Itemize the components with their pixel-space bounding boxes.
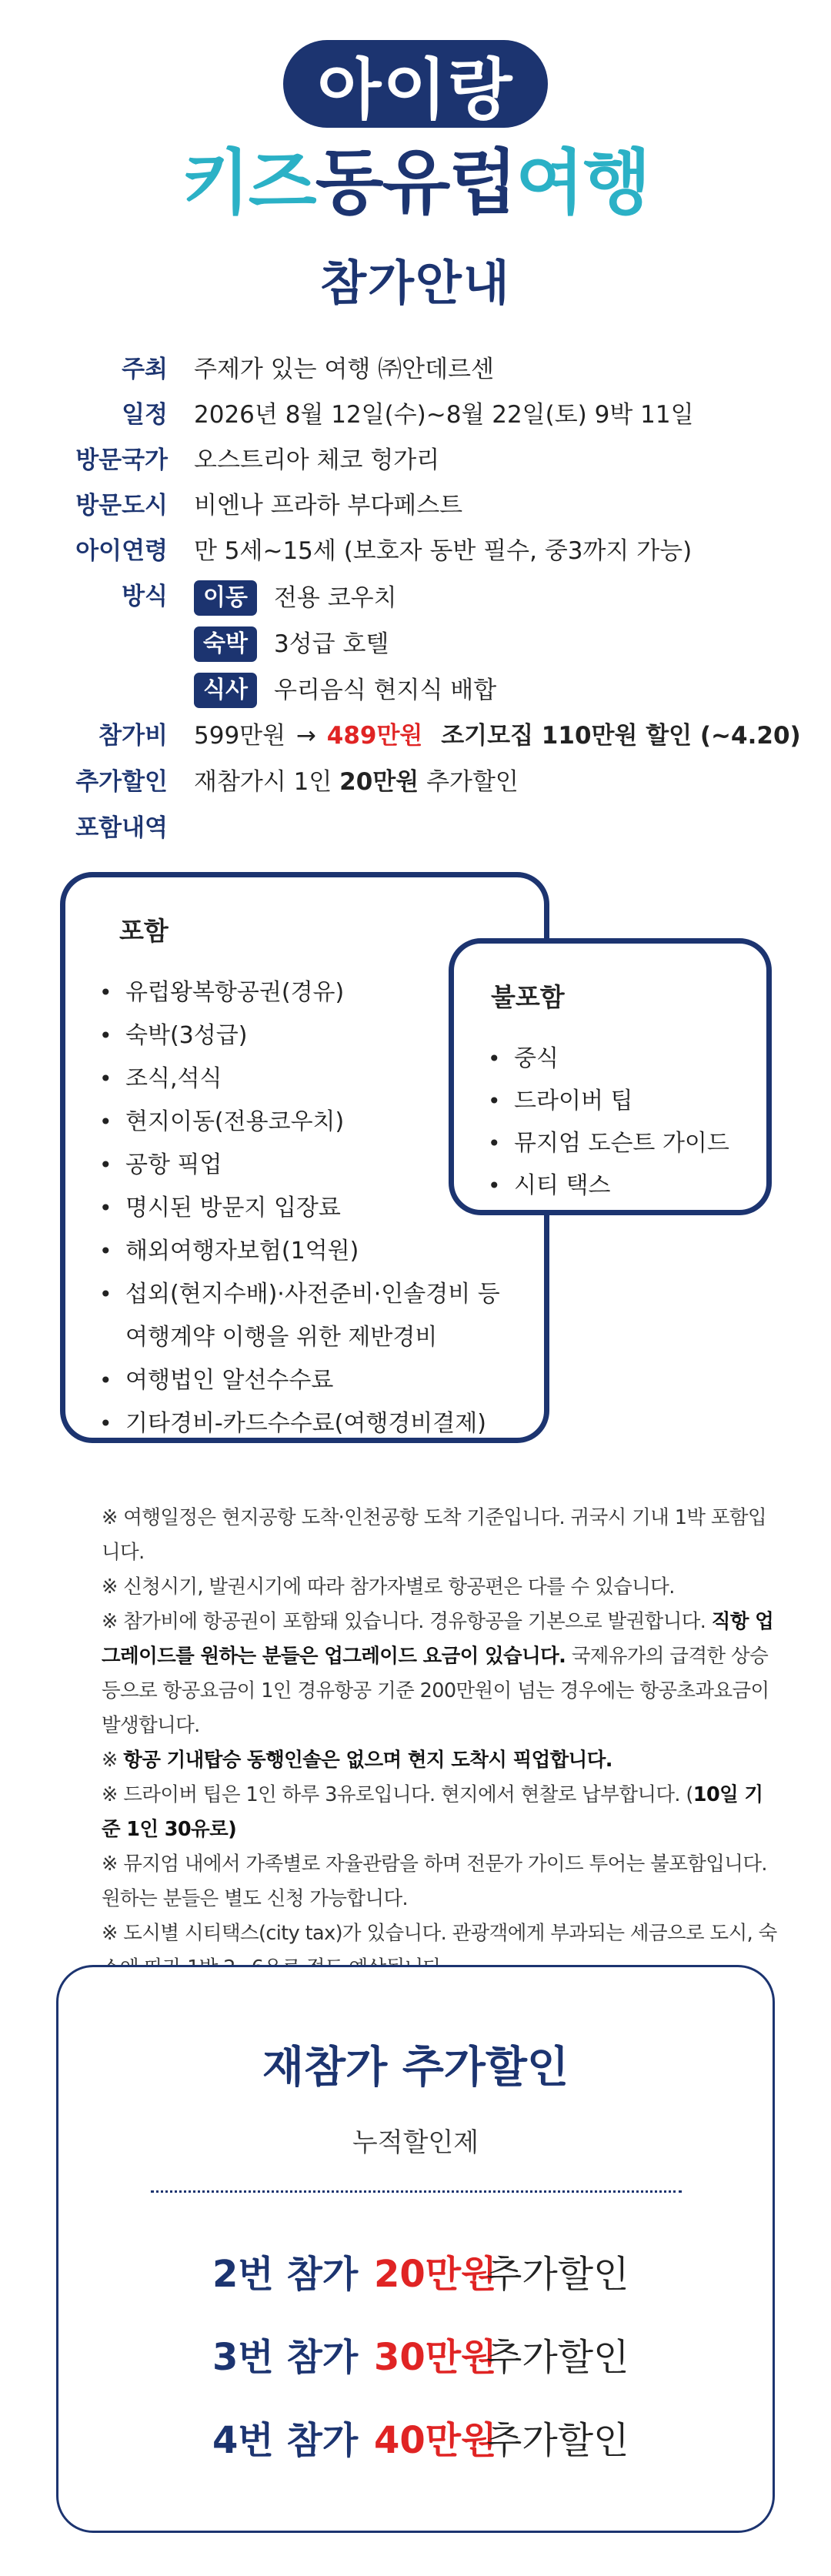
extra-label: 추가할인: [75, 768, 168, 796]
note-5-close: ): [228, 1818, 237, 1841]
fee-value: [194, 713, 801, 758]
method-item: [194, 667, 496, 713]
included-item-text: 공항 픽업: [125, 1151, 222, 1178]
host-label: 주최: [122, 356, 168, 383]
info-row-method: [0, 574, 831, 619]
method-badge-stay: 숙박: [194, 626, 257, 662]
info-row-host: [0, 347, 831, 392]
list-item: [99, 1359, 530, 1402]
note-4-bold: 항공 기내탑승 동행인솔은 없으며 현지 도착시 픽업합니다.: [123, 1749, 612, 1772]
countries-label: 방문국가: [75, 446, 168, 474]
host-value: 주제가 있는 여행 ㈜안데르센: [194, 356, 494, 383]
method-text-move: 전용 코우치: [273, 583, 397, 612]
note-6: ※ 뮤지엄 내에서 가족별로 자율관람을 하며 전문가 가이드 투어는 불포함입니다. 원하는 분들은 별도 신청 가능합니다.: [102, 1853, 767, 1910]
bullet-icon: •: [99, 1281, 112, 1307]
list-item: [99, 1273, 530, 1359]
fee-label: 참가비: [98, 722, 168, 750]
included-item-text: 조식,석식: [125, 1065, 222, 1092]
cities-value: 비엔나 프라하 부다페스트: [194, 492, 463, 520]
info-row-method-3: [0, 667, 831, 711]
included-item-text: 현지이동(전용코우치): [125, 1108, 345, 1135]
list-item: [99, 1402, 530, 1445]
logo-word-travel: 여행: [516, 142, 650, 224]
page-title: 참가안내: [320, 255, 511, 311]
note-5-bold: 10일 기준 1인 30유로: [102, 1783, 763, 1841]
extra-value: [194, 760, 519, 804]
rejoin-amount: 20만원: [374, 2253, 497, 2296]
logo: [0, 31, 831, 239]
rejoin-subtitle: 누적할인제: [352, 2127, 479, 2158]
bullet-icon: •: [99, 1066, 112, 1091]
dotted-divider: [151, 2190, 682, 2193]
method-text-meal: 우리음식 현지식 배합: [273, 676, 497, 704]
included-item-text: 여행법인 알선수수료: [125, 1367, 334, 1394]
list-item: [99, 1230, 530, 1273]
logo-word-east-europe: 동유럽: [315, 142, 516, 224]
info-row-countries: [0, 438, 831, 483]
bullet-icon: •: [99, 1023, 112, 1048]
note-5: [102, 1778, 779, 1847]
fee-new-price: 489만원: [326, 722, 423, 750]
logo-bottom-text: [0, 137, 831, 229]
rejoin-text: 추가할인: [486, 2253, 629, 2296]
list-item: [488, 1122, 749, 1164]
excluded-title: 불포함: [491, 982, 565, 1012]
schedule-value: 2026년 8월 12일(수)~8월 22일(토) 9박 11일: [194, 401, 694, 429]
note-3-text-2: 국제유가의 급격한 상승 등으로 항공요금이 1인 경유항공 기준 200만원이 넘는 경우에는 항공초과요금이 발생합니다.: [102, 1645, 769, 1737]
bullet-icon: •: [488, 1131, 501, 1156]
note-2: ※ 신청시기, 발권시기에 따라 참가자별로 항공편은 다를 수 있습니다.: [102, 1575, 675, 1599]
rejoin-text: 추가할인: [486, 2336, 629, 2379]
list-item: [488, 1037, 749, 1080]
info-row-method-2: [0, 620, 831, 665]
rejoin-count: 2번 참가: [212, 2253, 359, 2296]
countries-value: 오스트리아 체코 헝가리: [194, 446, 440, 474]
included-item-text: 명시된 방문지 입장료: [125, 1194, 341, 1221]
method-badge-meal: 식사: [194, 673, 257, 708]
info-row-schedule: [0, 393, 831, 437]
included-item-text: 유럽왕복항공권(경유): [125, 979, 345, 1006]
note-1: ※ 여행일정은 현지공항 도착·인천공항 도착 기준입니다. 귀국시 기내 1박 포함입니다.: [102, 1506, 766, 1564]
includes-label: 포함내역: [75, 814, 168, 842]
excluded-item-text: 중식: [514, 1045, 559, 1072]
excluded-item-text: 뮤지엄 도슨트 가이드: [514, 1130, 729, 1157]
note-3-bold: 직항 업그레이드를 원하는 분들은 업그레이드 요금이 있습니다.: [102, 1610, 774, 1668]
note-4-mark: ※: [102, 1749, 124, 1772]
extra-amount: 20만원: [339, 768, 419, 796]
bullet-icon: •: [488, 1088, 501, 1114]
excluded-list: [488, 1037, 749, 1207]
logo-word-kids: 키즈: [181, 142, 315, 224]
rejoin-discount-box: [56, 1965, 775, 2533]
note-3-text: ※ 참가비에 항공권이 포함돼 있습니다. 경유항공을 기본으로 발권합니다.: [102, 1610, 712, 1633]
bullet-icon: •: [488, 1173, 501, 1198]
note-3: [102, 1605, 779, 1743]
extra-prefix: 재참가시 1인: [194, 768, 340, 796]
arrow-right-icon: →: [295, 722, 316, 750]
info-row-age: [0, 529, 831, 573]
rejoin-count: 3번 참가: [212, 2336, 359, 2379]
included-item-text: 섭외(현지수배)·사전준비·인솔경비 등: [125, 1281, 500, 1308]
info-row-fee: [0, 713, 831, 758]
info-row-extra: [0, 760, 831, 804]
cities-label: 방문도시: [75, 492, 168, 520]
rejoin-row: [212, 2244, 674, 2297]
bullet-icon: •: [99, 1411, 112, 1436]
method-item: [194, 620, 389, 667]
rejoin-row: [212, 2411, 674, 2464]
schedule-label: 일정: [122, 401, 168, 429]
logo-top-text: 아이랑: [283, 40, 548, 128]
included-item-text: 숙박(3성급): [125, 1022, 248, 1049]
rejoin-title: 재참가 추가할인: [262, 2043, 569, 2093]
rejoin-text: 추가할인: [486, 2419, 629, 2462]
bullet-icon: •: [488, 1046, 501, 1071]
method-label: 방식: [122, 583, 168, 610]
included-item-text: 기타경비-카드수수료(여행경비결제): [125, 1410, 486, 1437]
method-badge-move: 이동: [194, 580, 257, 616]
included-title: 포함: [119, 916, 169, 946]
rejoin-amount: 40만원: [374, 2419, 497, 2462]
method-item: [194, 574, 397, 620]
excluded-box: [449, 938, 772, 1215]
bullet-icon: •: [99, 1238, 112, 1264]
rejoin-amount: 30만원: [374, 2336, 497, 2379]
list-item: [488, 1164, 749, 1207]
fee-old-price: 599만원: [194, 722, 286, 750]
info-row-cities: [0, 483, 831, 528]
note-4: [102, 1743, 779, 1778]
included-item-continuation: 여행계약 이행을 위한 제반경비: [125, 1324, 438, 1351]
bullet-icon: •: [99, 1195, 112, 1221]
rejoin-count: 4번 참가: [212, 2419, 359, 2462]
bullet-icon: •: [99, 1152, 112, 1178]
note-7: ※ 도시별 시티택스(city tax)가 있습니다. 관광객에게 부과되는 세금으로 도시, 숙: [102, 1922, 777, 1945]
notes-section: [102, 1501, 779, 1986]
bullet-icon: •: [99, 980, 112, 1005]
method-text-stay: 3성급 호텔: [273, 630, 389, 658]
rejoin-row: [212, 2327, 674, 2381]
note-5-text: ※ 드라이버 팁은 1인 하루 3유로입니다. 현지에서 현찰로 납부합니다. (: [102, 1783, 693, 1806]
bullet-icon: •: [99, 1368, 112, 1393]
age-value: 만 5세~15세 (보호자 동반 필수, 중3까지 가능): [194, 537, 692, 565]
excluded-item-text: 시티 택스: [514, 1172, 611, 1199]
excluded-item-text: 드라이버 팁: [514, 1088, 633, 1114]
extra-suffix: 추가할인: [419, 768, 519, 796]
included-item-text: 해외여행자보험(1억원): [125, 1238, 359, 1265]
fee-early-discount: 조기모집 110만원 할인 (~4.20): [441, 722, 801, 750]
age-label: 아이연령: [75, 537, 168, 565]
bullet-icon: •: [99, 1109, 112, 1134]
info-row-includes: [0, 806, 831, 850]
list-item: [488, 1080, 749, 1122]
